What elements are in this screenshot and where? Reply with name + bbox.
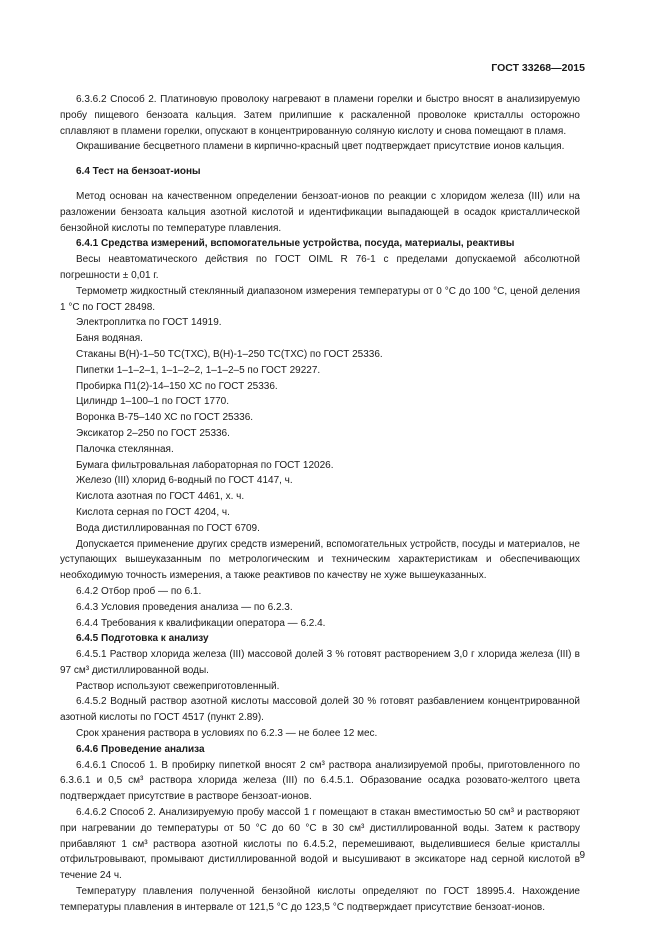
paragraph: 6.4.5.2 Водный раствор азотной кислоты массовой долей 30 % готовят разбавлением концентрированной азотной кислоты по ГОСТ 4517 (пункт 2.89). [60,696,580,724]
paragraph: Цилиндр 1–100–1 по ГОСТ 1770. [76,396,229,408]
paragraph: Температуру плавления полученной бензойной кислоты определяют по ГОСТ 18995.4. Нахождение температуры плавления в интервале от 121,5 °С до 123,5 °С подтверждает присутствие бензоат-ионов. [60,886,580,913]
paragraph: Пробирка П1(2)-14–150 ХС по ГОСТ 25336. [76,380,278,392]
paragraph: Весы неавтоматического действия по ГОСТ OIML R 76-1 с пределами допускаемой абсолютной погрешности ± 0,01 г. [60,254,580,281]
paragraph: Окрашивание бесцветного пламени в кирпично-красный цвет подтверждает присутствие ионов кальция. [76,141,565,153]
document-header: ГОСТ 33268—2015 [491,62,585,74]
section-heading: 6.4.1 Средства измерений, вспомогательные устройства, посуда, материалы, реактивы [76,238,515,250]
page-number: 9 [579,850,585,861]
paragraph: 6.4.4 Требования к квалификации оператора — 6.2.4. [76,617,326,629]
paragraph: Срок хранения раствора в условиях по 6.2.3 — не более 12 мес. [76,728,378,740]
paragraph: Термометр жидкостный стеклянный диапазоном измерения температуры от 0 °С до 100 °С, ценой деления 1 °С по ГОСТ 28498. [60,285,580,313]
paragraph: Раствор используют свежеприготовленный. [76,680,280,692]
paragraph: 6.4.6.2 Способ 2. Анализируемую пробу массой 1 г помещают в стакан вместимостью 50 см³ и растворяют при нагревании до температуры от 50 °С до 60 °С в 30 см³ дистиллированной воды. Затем к раствору прибавляют 1 см³ раствора азотной кислоты по 6.4.5.2, перемешивают, выделившиеся белые кристаллы отфильтровывают, промывают дистиллированной водой и высушивают в эксикаторе над серной кислотой в течение 24 ч. [60,807,580,882]
paragraph: 6.4.6.1 Способ 1. В пробирку пипеткой вносят 2 см³ раствора анализируемой пробы, приготовленного по 6.3.6.1 и 0,5 см³ раствора хлорида железа (III) по 6.4.5.1. Образование осадка розовато-желтого цвета подтверждает присутствие в растворе бензоат-ионов. [60,759,580,803]
paragraph: 6.4.2 Отбор проб — по 6.1. [76,585,202,597]
paragraph-spacer [60,155,580,164]
paragraph: Пипетки 1–1–2–1, 1–1–2–2, 1–1–2–5 по ГОСТ 29227. [76,364,321,376]
paragraph: Железо (III) хлорид 6-водный по ГОСТ 4147, ч. [76,475,293,487]
paragraph: 6.4.5.1 Раствор хлорида железа (III) массовой долей 3 % готовят растворением 3,0 г хлорида железа (III) в 97 см³ дистиллированной воды. [60,649,580,676]
paragraph: Бумага фильтровальная лабораторная по ГОСТ 12026. [76,459,334,471]
section-heading: 6.4.6 Проведение анализа [76,743,205,755]
paragraph: 6.4.3 Условия проведения анализа — по 6.2.3. [76,601,293,613]
paragraph: Кислота серная по ГОСТ 4204, ч. [76,506,230,518]
paragraph: Воронка В-75–140 ХС по ГОСТ 25336. [76,412,254,424]
paragraph: Вода дистиллированная по ГОСТ 6709. [76,522,260,534]
paragraph: 6.3.6.2 Способ 2. Платиновую проволоку нагревают в пламени горелки и быстро вносят в анализируемую пробу пищевого бензоата кальция. Затем прилипшие к раскаленной проволоке кристаллы осторожно сплавляют в пламени горелки, опускают в концентрированную соляную кислоту и снова помещают в пламя. [60,94,580,137]
paragraph: Эксикатор 2–250 по ГОСТ 25336. [76,427,230,439]
paragraph: Палочка стеклянная. [76,443,174,455]
section-heading: 6.4.5 Подготовка к анализу [76,633,209,645]
paragraph: Баня водяная. [76,333,143,345]
document-body [60,92,580,916]
paragraph: Электроплитка по ГОСТ 14919. [76,317,222,329]
paragraph: Метод основан на качественном определении бензоат-ионов по реакции с хлоридом железа (III) или на разложении бензоата кальция азотной кислотой и идентификации выпадающей в осадок кристаллической бензойной кислоты по температуре плавления. [60,190,580,234]
paragraph-spacer [60,180,580,189]
paragraph: Допускается применение других средств измерений, вспомогательных устройств, посуды и материалов, не уступающих вышеуказанным по метрологическим и техническим характеристикам и обеспечивающих необходимую точность измерения, а также реактивов по качеству не хуже вышеуказанных. [60,538,580,582]
section-heading: 6.4 Тест на бензоат-ионы [76,166,201,178]
paragraph: Кислота азотная по ГОСТ 4461, х. ч. [76,491,245,503]
paragraph: Стаканы В(Н)-1–50 ТС(ТХС), В(Н)-1–250 ТС(ТХС) по ГОСТ 25336. [76,348,383,360]
